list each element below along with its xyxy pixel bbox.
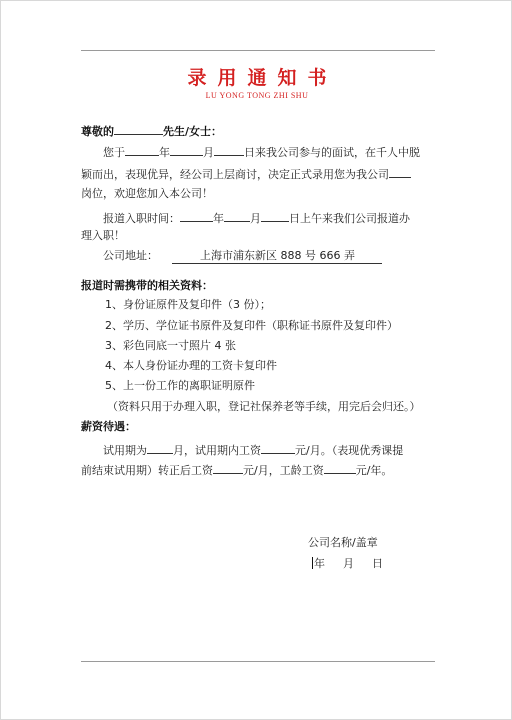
- probation-salary-blank: [261, 442, 295, 454]
- para1-line1-text: 日来我公司参与的面试，在千人中脱: [244, 146, 420, 159]
- company-seal-label: 公司名称/盖章: [308, 536, 378, 549]
- materials-note: （资料只用于办理入职，登记社保养老等手续，用完后会归还。）: [107, 400, 421, 413]
- para1-line3-text: 岗位，欢迎您加入本公司！: [81, 187, 213, 200]
- para1-line1: [103, 144, 420, 160]
- report-year-text: 年: [213, 212, 224, 225]
- interview-month-blank: [170, 144, 203, 156]
- top-divider: [81, 50, 435, 51]
- name-blank: [114, 123, 163, 135]
- para2-line2-text: 理入职！: [81, 229, 125, 242]
- salary-heading: 薪资待遇：: [81, 420, 136, 433]
- interview-date-label: 您于: [103, 146, 125, 159]
- salary-line2: [81, 462, 392, 478]
- para2-line1: [103, 210, 410, 226]
- regular-salary-blank: [213, 462, 243, 474]
- material-item: 1、身份证原件及复印件（3 份）；: [105, 298, 271, 311]
- salary-line2-tail: 元/年。: [355, 464, 393, 477]
- position-blank: [389, 166, 411, 178]
- para2-line2: [81, 229, 125, 243]
- salary-line1-tail: 元/月。（表现优秀课提: [295, 444, 404, 457]
- month-text: 月: [203, 146, 214, 159]
- seniority-blank: [324, 462, 356, 474]
- material-item: 5、上一份工作的离职证明原件: [105, 379, 255, 392]
- probation-label: 试用期为: [103, 444, 147, 457]
- document-subtitle: LU YONG TONG ZHI SHU: [205, 91, 309, 100]
- year-text: 年: [159, 146, 170, 159]
- salutation: [81, 123, 222, 139]
- salutation-prefix: 尊敬的: [81, 125, 114, 138]
- interview-day-blank: [214, 144, 244, 156]
- address-label: 公司地址：: [103, 249, 158, 262]
- para1-line2: [81, 166, 411, 182]
- salary-line1: [103, 442, 403, 458]
- report-year-blank: [180, 210, 213, 222]
- report-month-text: 月: [250, 212, 261, 225]
- sign-year: 年: [314, 557, 325, 570]
- materials-heading: 报道时需携带的相关资料：: [81, 279, 213, 292]
- bottom-divider: [81, 661, 435, 662]
- report-month-blank: [224, 210, 250, 222]
- interview-year-blank: [125, 144, 159, 156]
- document-title: 录用通知书: [187, 67, 338, 89]
- seniority-label: 元/月，工龄工资: [243, 464, 324, 477]
- probation-salary-label: 月，试用期内工资: [173, 444, 261, 457]
- sign-month: 月: [343, 557, 354, 570]
- material-item: 3、彩色同底一寸照片 4 张: [105, 339, 236, 352]
- probation-months-blank: [147, 442, 173, 454]
- salutation-suffix: 先生/女士：: [163, 125, 223, 138]
- text-cursor: [312, 557, 313, 569]
- para2-line1-text: 日上午来我们公司报道办: [289, 212, 410, 225]
- signature-date: [312, 557, 383, 571]
- address-line: [103, 249, 382, 264]
- material-item: 4、本人身份证办理的工资卡复印件: [105, 359, 277, 372]
- para1-line2-text: 颖而出，表现优异，经公司上层商讨，决定正式录用您为我公司: [81, 168, 389, 181]
- regular-salary-label: 前结束试用期）转正后工资: [81, 464, 213, 477]
- report-date-label: 报道入职时间：: [103, 212, 180, 225]
- address-value: 上海市浦东新区 888 号 666 弄: [172, 249, 382, 264]
- para1-line3: [81, 187, 213, 201]
- material-item: 2、学历、学位证书原件及复印件（职称证书原件及复印件）: [105, 319, 398, 332]
- sign-day: 日: [372, 557, 383, 570]
- report-day-blank: [261, 210, 289, 222]
